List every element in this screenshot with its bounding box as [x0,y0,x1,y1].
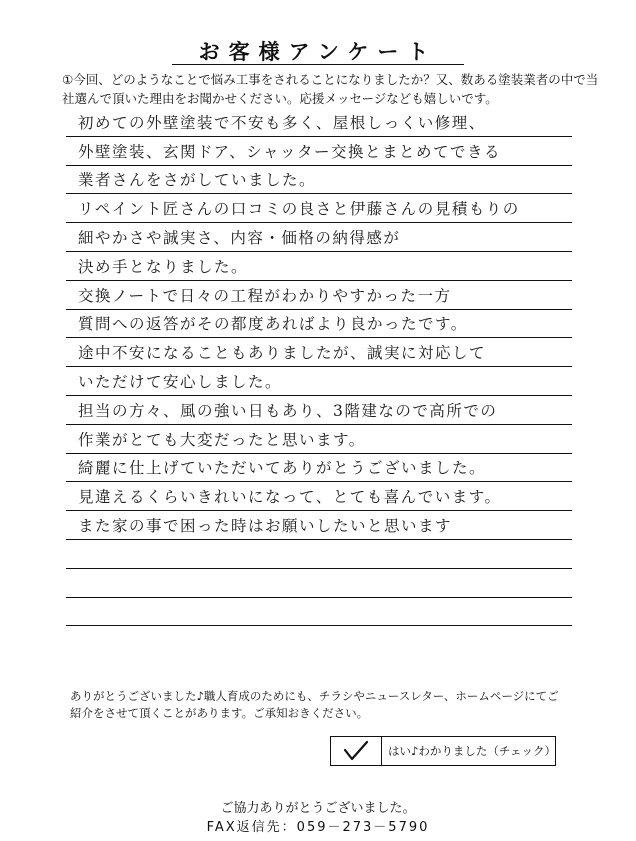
answer-line [66,454,572,483]
answer-line [66,598,572,627]
answer-line [66,310,572,339]
answer-line [66,166,572,195]
handwritten-answer: また家の事で困った時はお願いしたいと思います [78,516,453,535]
handwritten-answer: 業者さんをさがしていました。 [78,171,317,190]
answer-line [66,223,572,252]
handwritten-answer: リペイント匠さんの口コミの良さと伊藤さんの見積もりの [78,200,520,219]
answer-line [66,252,572,281]
survey-title: お客様アンケート [198,40,438,64]
answer-line [66,482,572,511]
answer-line [66,569,572,598]
handwritten-answer: 綺麗に仕上げていただいてありがとうございました。 [78,459,487,478]
handwritten-answer: 作業がとても大変だったと思います。 [78,430,366,449]
question-text: ①今回、どのようなことで悩み工事をされることになりましたか？又、数ある塗装業者の中で当社選んで頂いた理由をお聞かせください。応援メッセージなども嬉しいです。 [62,72,599,106]
consent-checkbox[interactable] [330,736,556,766]
check-mark-glyph [342,740,370,762]
handwritten-answer: 決め手となりました。 [78,257,249,276]
answer-line [66,338,572,367]
check-mark-icon[interactable] [331,737,382,765]
answer-line [66,396,572,425]
answer-line [66,137,572,166]
handwritten-answer: 初めての外壁塗装で不安も多く、屋根しっくい修理、 [78,113,486,132]
consent-note: ありがとうございました♪職人育成のためにも、チラシやニュースレター、ホームページにてご紹介をさせて頂くことがあります。ご承知おきください。 [70,689,559,720]
title-underline [172,64,464,65]
fax-number: FAX返信先：059－273－5790 [206,820,430,835]
answer-line [66,425,572,454]
thanks-text: ご協力ありがとうございました。 [220,801,416,816]
handwritten-answer: 交換ノートで日々の工程がわかりやすかった一方 [78,286,452,305]
handwritten-answer: 途中不安になることもありましたが、誠実に対応して [78,344,487,363]
answer-line [66,281,572,310]
answer-line [66,367,572,396]
handwritten-answer: 細やかさや誠実さ、内容・価格の納得感が [78,228,401,247]
handwritten-answer: 外壁塗装、玄関ドア、シャッター交換とまとめてできる [78,142,501,161]
answer-area [66,108,572,626]
handwritten-answer: 質問への返答がその都度あればより良かったです。 [78,315,468,334]
answer-line [66,108,572,137]
answer-line [66,540,572,569]
answer-line [66,511,572,540]
handwritten-answer: いただけて安心しました。 [78,372,283,391]
answer-line [66,194,572,223]
handwritten-answer: 担当の方々、風の強い日もあり、3階建なので高所での [78,401,498,420]
consent-label: はい♪わかりました（チェック） [388,744,556,758]
handwritten-answer: 見違えるくらいきれいになって、とても喜んでいます。 [78,488,502,507]
